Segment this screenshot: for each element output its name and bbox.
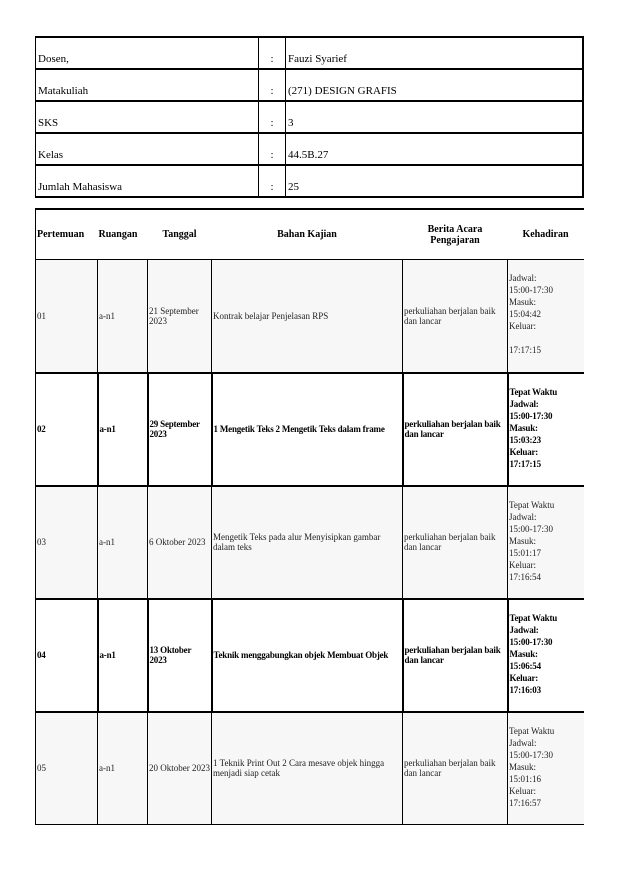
kehadiran-line: Tepat Waktu bbox=[509, 386, 558, 397]
kehadiran-line: Jadwal: bbox=[509, 273, 537, 283]
kehadiran-line: 15:00-17:30 bbox=[509, 636, 553, 647]
info-value: (271) DESIGN GRAFIS bbox=[286, 69, 584, 101]
kehadiran-line: 15:00-17:30 bbox=[509, 523, 553, 534]
header-tanggal: Tanggal bbox=[148, 209, 212, 260]
header-berita-acara: Berita Acara Pengajaran bbox=[403, 209, 508, 260]
kehadiran-line: 15:01:17 bbox=[509, 547, 542, 558]
cell-ruangan: a-n1 bbox=[98, 373, 148, 486]
kehadiran-line: Keluar: bbox=[509, 446, 539, 457]
cell-pertemuan: 05 bbox=[36, 712, 98, 825]
cell-pertemuan: 03 bbox=[36, 486, 98, 599]
schedule-row bbox=[36, 373, 585, 486]
cell-bahan-kajian: Teknik menggabungkan objek Membuat Objek bbox=[212, 599, 403, 712]
cell-berita-acara: perkuliahan berjalan baik dan lancar bbox=[403, 486, 508, 599]
kehadiran-line: Jadwal: bbox=[509, 398, 539, 409]
header-ruangan: Ruangan bbox=[98, 209, 148, 260]
kehadiran-line: Keluar: bbox=[509, 321, 536, 331]
info-separator: : bbox=[259, 165, 286, 197]
cell-tanggal: 20 Oktober 2023 bbox=[148, 712, 212, 825]
info-value: 25 bbox=[286, 165, 584, 197]
header-bahan-kajian: Bahan Kajian bbox=[212, 209, 403, 260]
info-value: Fauzi Syarief bbox=[286, 37, 584, 69]
kehadiran-line: Masuk: bbox=[509, 422, 538, 433]
kehadiran-line: Masuk: bbox=[509, 761, 536, 772]
cell-kehadiran bbox=[508, 599, 585, 712]
kehadiran-line bbox=[509, 332, 583, 344]
cell-kehadiran bbox=[508, 712, 585, 825]
cell-berita-acara: perkuliahan berjalan baik dan lancar bbox=[403, 373, 508, 486]
cell-bahan-kajian: Kontrak belajar Penjelasan RPS bbox=[212, 260, 403, 373]
kehadiran-line: Jadwal: bbox=[509, 624, 539, 635]
kehadiran-line: 17:17:15 bbox=[509, 458, 541, 469]
cell-bahan-kajian: 1 Teknik Print Out 2 Cara mesave objek hingga menjadi siap cetak bbox=[212, 712, 403, 825]
info-row bbox=[36, 133, 584, 165]
cell-berita-acara: perkuliahan berjalan baik dan lancar bbox=[403, 260, 508, 373]
kehadiran-line: Keluar: bbox=[509, 672, 539, 683]
kehadiran-line: 15:01:16 bbox=[509, 773, 542, 784]
schedule-row bbox=[36, 712, 585, 825]
cell-berita-acara: perkuliahan berjalan baik dan lancar bbox=[403, 599, 508, 712]
info-label: SKS bbox=[36, 101, 259, 133]
cell-kehadiran bbox=[508, 260, 585, 373]
cell-kehadiran bbox=[508, 373, 585, 486]
kehadiran-line: Masuk: bbox=[509, 297, 536, 307]
cell-bahan-kajian: 1 Mengetik Teks 2 Mengetik Teks dalam frame bbox=[212, 373, 403, 486]
kehadiran-line: Tepat Waktu bbox=[509, 725, 555, 736]
info-label: Kelas bbox=[36, 133, 259, 165]
cell-bahan-kajian: Mengetik Teks pada alur Menyisipkan gambar dalam teks bbox=[212, 486, 403, 599]
kehadiran-line: 15:04:42 bbox=[509, 309, 542, 319]
kehadiran-line: Jadwal: bbox=[509, 511, 537, 522]
info-separator: : bbox=[259, 69, 286, 101]
kehadiran-line: Masuk: bbox=[509, 648, 538, 659]
info-separator: : bbox=[259, 133, 286, 165]
kehadiran-line: Keluar: bbox=[509, 559, 536, 570]
info-value: 3 bbox=[286, 101, 584, 133]
schedule-row bbox=[36, 486, 585, 599]
info-label: Dosen, bbox=[36, 37, 259, 69]
kehadiran-line: Masuk: bbox=[509, 535, 536, 546]
info-label: Matakuliah bbox=[36, 69, 259, 101]
header-pertemuan: Pertemuan bbox=[36, 209, 98, 260]
cell-pertemuan: 01 bbox=[36, 260, 98, 373]
kehadiran-line: 15:00-17:30 bbox=[509, 285, 553, 295]
info-label: Jumlah Mahasiswa bbox=[36, 165, 259, 197]
kehadiran-line: 17:16:54 bbox=[509, 571, 542, 582]
info-row bbox=[36, 165, 584, 197]
cell-ruangan: a-n1 bbox=[98, 486, 148, 599]
kehadiran-line: 15:06:54 bbox=[509, 660, 541, 671]
info-row bbox=[36, 69, 584, 101]
cell-kehadiran bbox=[508, 486, 585, 599]
cell-ruangan: a-n1 bbox=[98, 599, 148, 712]
kehadiran-line: 17:17:15 bbox=[509, 345, 542, 355]
info-value: 44.5B.27 bbox=[286, 133, 584, 165]
cell-berita-acara: perkuliahan berjalan baik dan lancar bbox=[403, 712, 508, 825]
schedule-table bbox=[35, 208, 584, 825]
cell-pertemuan: 02 bbox=[36, 373, 98, 486]
course-info-table bbox=[35, 36, 584, 198]
schedule-table-wrapper bbox=[35, 208, 584, 877]
cell-tanggal: 6 Oktober 2023 bbox=[148, 486, 212, 599]
schedule-row bbox=[36, 599, 585, 712]
kehadiran-line: 15:00-17:30 bbox=[509, 410, 553, 421]
kehadiran-line: Tepat Waktu bbox=[509, 612, 558, 623]
kehadiran-line: Tepat Waktu bbox=[509, 499, 555, 510]
kehadiran-line: Keluar: bbox=[509, 785, 536, 796]
cell-tanggal: 13 Oktober 2023 bbox=[148, 599, 212, 712]
kehadiran-line: 15:03:23 bbox=[509, 434, 541, 445]
kehadiran-line: 15:00-17:30 bbox=[509, 749, 553, 760]
kehadiran-line: 17:16:57 bbox=[509, 797, 542, 808]
schedule-row bbox=[36, 260, 585, 373]
cell-tanggal: 29 September 2023 bbox=[148, 373, 212, 486]
cell-pertemuan: 04 bbox=[36, 599, 98, 712]
schedule-header-row bbox=[36, 209, 585, 260]
info-row bbox=[36, 101, 584, 133]
header-kehadiran: Kehadiran bbox=[508, 209, 585, 260]
info-separator: : bbox=[259, 101, 286, 133]
info-row bbox=[36, 37, 584, 69]
info-separator: : bbox=[259, 37, 286, 69]
kehadiran-line: Jadwal: bbox=[509, 737, 537, 748]
kehadiran-line: 17:16:03 bbox=[509, 684, 541, 695]
cell-ruangan: a-n1 bbox=[98, 260, 148, 373]
cell-ruangan: a-n1 bbox=[98, 712, 148, 825]
cell-tanggal: 21 September 2023 bbox=[148, 260, 212, 373]
